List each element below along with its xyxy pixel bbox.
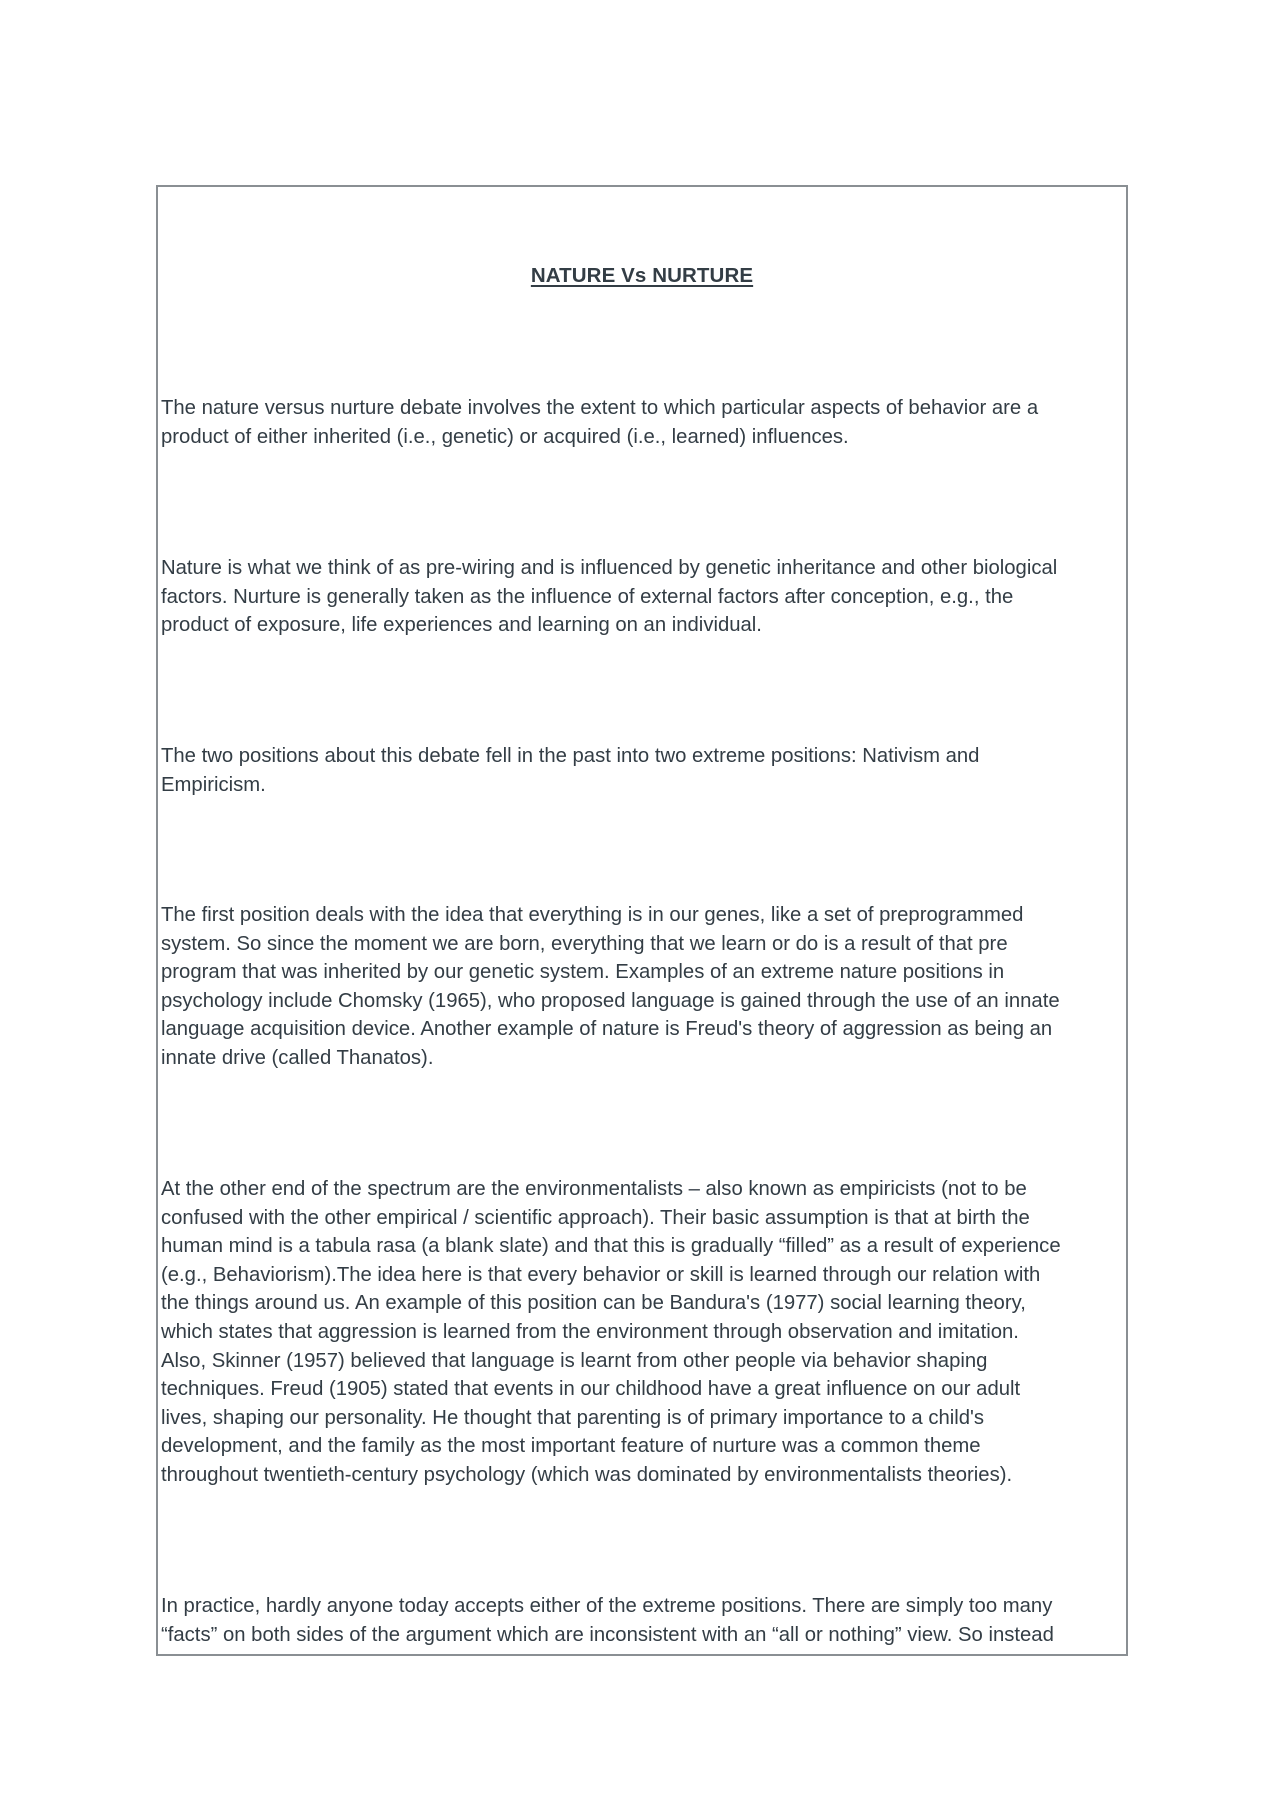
text-line: Also, Skinner (1957) believed that language is learnt from other people via behavior shaping bbox=[161, 1349, 988, 1372]
text-line: which states that aggression is learned from the environment through observation and imitation. bbox=[161, 1320, 1019, 1343]
text-line: development, and the family as the most important feature of nurture was a common theme bbox=[161, 1435, 981, 1458]
text-line: The first position deals with the idea that everything is in our genes, like a set of preprogrammed bbox=[161, 904, 1024, 926]
paragraph-nativism bbox=[161, 901, 1123, 1073]
text-line: At the other end of the spectrum are the environmentalists – also known as empiricists (not to be bbox=[161, 1178, 1027, 1200]
text-line: In practice, hardly anyone today accepts either of the extreme positions. There are simply too many bbox=[161, 1595, 1053, 1617]
text-line: techniques. Freud (1905) stated that events in our childhood have a great influence on our adult bbox=[161, 1378, 1021, 1401]
text-line: confused with the other empirical / scientific approach). Their basic assumption is that at birth the bbox=[161, 1206, 1030, 1229]
text-line: The nature versus nurture debate involves the extent to which particular aspects of behavior are a bbox=[161, 397, 1039, 419]
paragraph-definition bbox=[161, 394, 1123, 451]
text-line: Empiricism. bbox=[161, 773, 266, 796]
text-line: “facts” on both sides of the argument which are inconsistent with an “all or nothing” view. So instead bbox=[161, 1623, 1054, 1646]
text-line: product of exposure, life experiences and learning on an individual. bbox=[161, 614, 762, 637]
text-line: The two positions about this debate fell in the past into two extreme positions: Nativism and bbox=[161, 745, 980, 767]
text-line: system. So since the moment we are born, everything that we learn or do is a result of that pre bbox=[161, 932, 1008, 955]
text-line: Nature is what we think of as pre-wiring and is influenced by genetic inheritance and other biological bbox=[161, 557, 1058, 579]
text-line: throughout twentieth-century psychology (which was dominated by environmentalists theories). bbox=[161, 1463, 1013, 1486]
text-line: innate drive (called Thanatos). bbox=[161, 1046, 434, 1069]
paragraph-empiricism bbox=[161, 1175, 1123, 1490]
paragraph-in-practice bbox=[161, 1592, 1123, 1649]
text-line: factors. Nurture is generally taken as the influence of external factors after conception, e.g., the bbox=[161, 585, 1014, 608]
document-title: NATURE Vs NURTURE bbox=[530, 264, 754, 287]
document-page bbox=[156, 185, 1128, 1656]
text-line: product of either inherited (i.e., genetic) or acquired (i.e., learned) influences. bbox=[161, 425, 849, 448]
paragraph-two-positions bbox=[161, 742, 1123, 799]
text-line: program that was inherited by our genetic system. Examples of an extreme nature positions in bbox=[161, 961, 1005, 984]
text-line: lives, shaping our personality. He thought that parenting is of primary importance to a child's bbox=[161, 1406, 985, 1429]
text-line: the things around us. An example of this position can be Bandura's (1977) social learning theory, bbox=[161, 1292, 1026, 1315]
text-line: language acquisition device. Another example of nature is Freud's theory of aggression as being an bbox=[161, 1018, 1053, 1041]
text-line: (e.g., Behaviorism).The idea here is that every behavior or skill is learned through our relation with bbox=[161, 1263, 1041, 1286]
text-line: psychology include Chomsky (1965), who proposed language is gained through the use of an innate bbox=[161, 989, 1060, 1012]
text-line: human mind is a tabula rasa (a blank slate) and that this is gradually “filled” as a result of experience bbox=[161, 1235, 1061, 1258]
paragraph-nature-nurture bbox=[161, 554, 1123, 640]
